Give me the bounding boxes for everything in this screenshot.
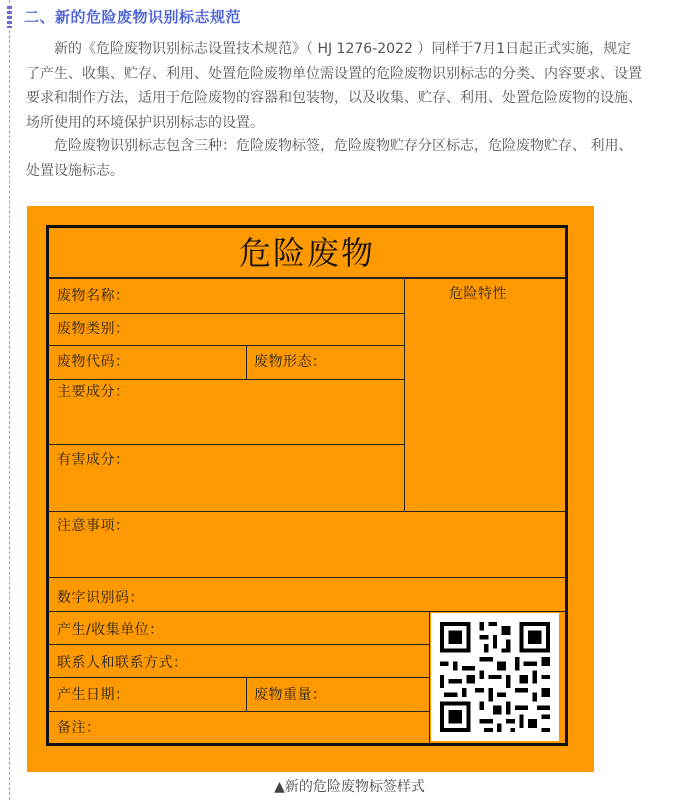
divider-hazard-column (404, 279, 405, 511)
row-divider (49, 577, 565, 578)
hazard-property-label: 危险特性 (449, 286, 507, 302)
row-divider (49, 313, 404, 314)
row-divider (49, 677, 429, 678)
waste-form-label: 废物形态： (254, 354, 327, 370)
producer-unit-label: 产生/收集单位： (57, 622, 164, 638)
paragraph-1: 新的《危险废物识别标志设置技术规范》（ HJ 1276-2022 ）同样于7月1日起正式实施，规定了产生、收集、贮存、利用、处置危险废物单位需设置的危险废物识别标志的分类、内容要求、设置要求和制作方法，适用于危险废物的容器和包装物，以及收集、贮存、利用、处置危险废物的设施、场所使用的环境保护识别标志的设置。 (26, 41, 642, 131)
production-date-label: 产生日期： (57, 687, 130, 703)
paragraph-2: 危险废物识别标志包含三种：危险废物标签，危险废物贮存分区标志，危险废物贮存、 利用、处置设施标志。 (26, 138, 633, 179)
main-components-label: 主要成分： (57, 384, 130, 400)
cell-divider (246, 345, 247, 379)
row-divider (49, 611, 565, 612)
hazardous-waste-label-image (27, 206, 594, 772)
digital-id-label: 数字识别码： (57, 590, 144, 606)
precautions-label: 注意事项： (57, 518, 130, 534)
waste-code-label: 废物代码： (57, 354, 130, 370)
qr-code-icon (431, 613, 559, 741)
hazardous-components-label: 有害成分： (57, 452, 130, 468)
waste-name-label: 废物名称： (57, 288, 130, 304)
left-dotted-rule (9, 0, 10, 800)
row-divider (49, 644, 429, 645)
qr-divider (429, 611, 430, 743)
row-divider (49, 444, 404, 445)
image-caption: ▲新的危险废物标签样式 (274, 779, 425, 795)
section-heading: 二、新的危险废物识别标志规范 (24, 8, 242, 26)
label-frame (46, 225, 568, 746)
row-divider (49, 379, 404, 380)
heading-marker (7, 6, 12, 28)
label-title: 危险废物 (49, 228, 565, 279)
waste-category-label: 废物类别： (57, 321, 130, 337)
remarks-label: 备注： (57, 720, 101, 736)
row-divider (49, 711, 429, 712)
contact-label: 联系人和联系方式： (57, 655, 188, 671)
row-divider (49, 345, 404, 346)
cell-divider (246, 677, 247, 711)
qr-code-graphic (431, 613, 559, 741)
waste-weight-label: 废物重量： (254, 687, 327, 703)
row-divider (49, 511, 565, 512)
